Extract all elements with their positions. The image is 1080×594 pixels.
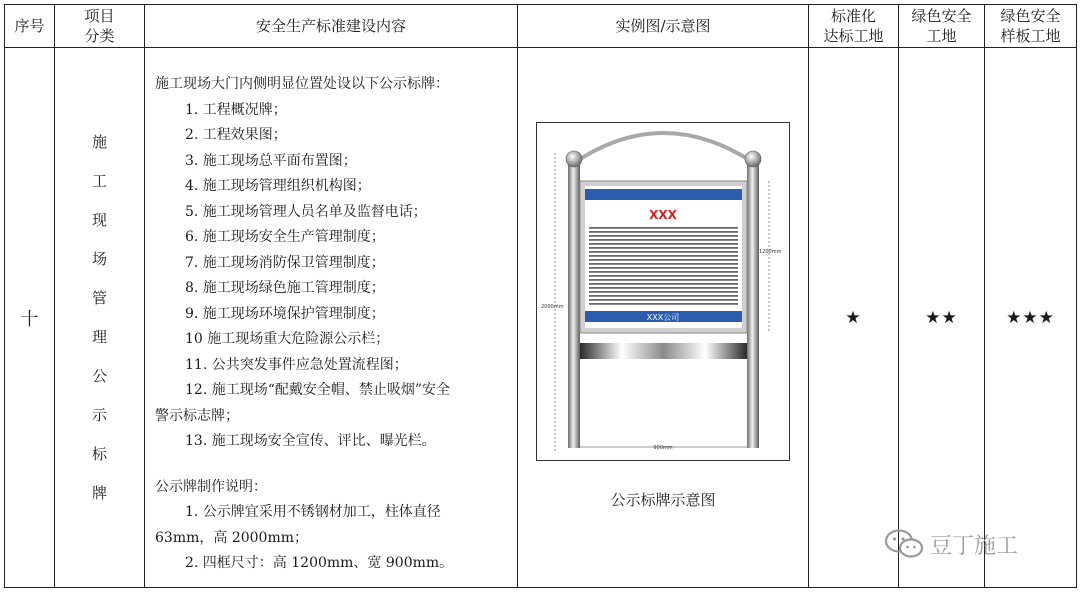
content-item: 4. 施工现场管理组织机构图；	[185, 178, 371, 194]
sign-text-line	[589, 271, 738, 273]
content-item-13: 13. 施工现场安全宣传、评比、曝光栏。	[185, 433, 436, 449]
content-item: 2. 工程效果图；	[185, 127, 287, 143]
sign-text-line	[589, 263, 738, 265]
notes-title: 公示牌制作说明：	[155, 478, 267, 495]
header-level1-line2: 达标工地	[823, 27, 884, 45]
sign-text-line	[589, 235, 738, 237]
sign-text-line	[589, 279, 738, 281]
sign-text-line	[589, 243, 738, 245]
sign-text-line	[589, 255, 738, 257]
sign-title: XXX	[649, 208, 677, 222]
dimension-label-total-height: 2000mm	[541, 304, 564, 310]
dimension-label-board-height: 1200mm	[759, 249, 782, 255]
header-category-line2: 分类	[84, 27, 115, 45]
post-cap-left	[566, 151, 582, 167]
category-char: 工	[91, 171, 107, 190]
category-char: 牌	[91, 483, 107, 502]
sign-board-illustration	[537, 123, 789, 460]
content-item-12-continued: 警示标志牌；	[155, 407, 239, 424]
dimension-label-width: 900mm	[653, 445, 673, 451]
content-item: 11. 公共突发事件应急处置流程图；	[185, 356, 408, 373]
header-level3-line2: 样板工地	[1000, 27, 1061, 45]
sign-text-line	[589, 227, 738, 229]
level1-stars: ★	[809, 48, 899, 588]
category-char: 现	[91, 210, 107, 229]
header-level2	[899, 5, 985, 48]
post-cap-right	[745, 151, 761, 167]
standard-table	[4, 4, 1077, 588]
content-item: 8. 施工现场绿色施工管理制度；	[185, 280, 385, 296]
watermark-text: 豆丁施工	[930, 533, 1019, 559]
content-item-12: 12. 施工现场“配戴安全帽、禁止吸烟”安全	[185, 382, 451, 398]
header-level1	[809, 5, 899, 48]
content-item: 7. 施工现场消防保卫管理制度；	[185, 254, 385, 271]
content-item: 3. 施工现场总平面布置图；	[185, 152, 357, 169]
header-content: 安全生产标准建设内容	[145, 5, 518, 48]
sign-text-line	[589, 251, 738, 253]
sign-text-line	[589, 259, 738, 261]
category-char: 标	[91, 444, 107, 463]
header-example: 实例图/示意图	[518, 5, 809, 48]
content-item: 1. 工程概况牌；	[185, 101, 287, 118]
sign-post-right	[747, 163, 759, 448]
header-level2-line2: 工地	[926, 27, 957, 45]
header-level3-line1: 绿色安全	[1000, 7, 1061, 25]
sign-text-line	[589, 247, 738, 249]
level3-stars: ★★★	[985, 48, 1077, 588]
header-level1-line1: 标准化	[830, 7, 876, 25]
sign-text-line	[589, 303, 738, 305]
header-level3	[985, 5, 1077, 48]
category-char: 管	[91, 288, 107, 307]
content-item: 6. 施工现场安全生产管理制度；	[185, 229, 385, 245]
row-number: 十	[5, 48, 55, 588]
sign-text-line	[589, 295, 738, 297]
sign-arch	[574, 133, 754, 163]
sign-illustration-frame	[536, 122, 790, 461]
note-1: 1. 公示牌宜采用不锈钢材加工，柱体直径	[185, 504, 441, 520]
watermark	[884, 528, 1018, 560]
category-char: 场	[91, 249, 107, 268]
category-char: 公	[91, 366, 107, 385]
row-content	[145, 48, 518, 588]
sign-text-line	[589, 283, 738, 285]
sign-text-line	[589, 287, 738, 289]
sign-company: XXX公司	[646, 313, 680, 322]
content-item: 10 施工现场重大危险源公示栏；	[185, 331, 390, 347]
level2-stars: ★★	[899, 48, 985, 588]
header-no: 序号	[5, 5, 55, 48]
content-item: 5. 施工现场管理人员名单及监督电话；	[185, 203, 427, 220]
header-row	[5, 5, 1077, 48]
header-level2-line1: 绿色安全	[911, 7, 972, 25]
header-category	[55, 5, 145, 48]
sign-text-line	[589, 267, 738, 269]
sign-text-line	[589, 299, 738, 301]
category-char: 施	[91, 132, 107, 151]
note-1-continued: 63mm，高 2000mm；	[155, 529, 308, 546]
note-2: 2. 四框尺寸：高 1200mm、宽 900mm。	[185, 555, 454, 571]
row-example	[518, 48, 809, 588]
sign-post-left	[568, 163, 580, 448]
sign-lower-bar	[580, 343, 747, 359]
sign-text-line	[589, 239, 738, 241]
content-item: 9. 施工现场环境保护管理制度；	[185, 305, 385, 322]
table-row	[5, 48, 1077, 588]
sign-text-line	[589, 231, 738, 233]
category-char: 理	[91, 327, 107, 346]
sign-top-band	[585, 189, 742, 200]
header-category-line1: 项目	[84, 7, 115, 25]
sign-text-line	[589, 275, 738, 277]
category-char: 示	[91, 405, 107, 424]
content-intro: 施工现场大门内侧明显位置处设以下公示标牌：	[155, 76, 449, 92]
row-category	[55, 48, 145, 588]
wechat-icon	[884, 528, 924, 560]
content-gap	[155, 455, 513, 475]
example-caption: 公示标牌示意图	[610, 491, 716, 509]
sign-text-line	[589, 291, 738, 293]
